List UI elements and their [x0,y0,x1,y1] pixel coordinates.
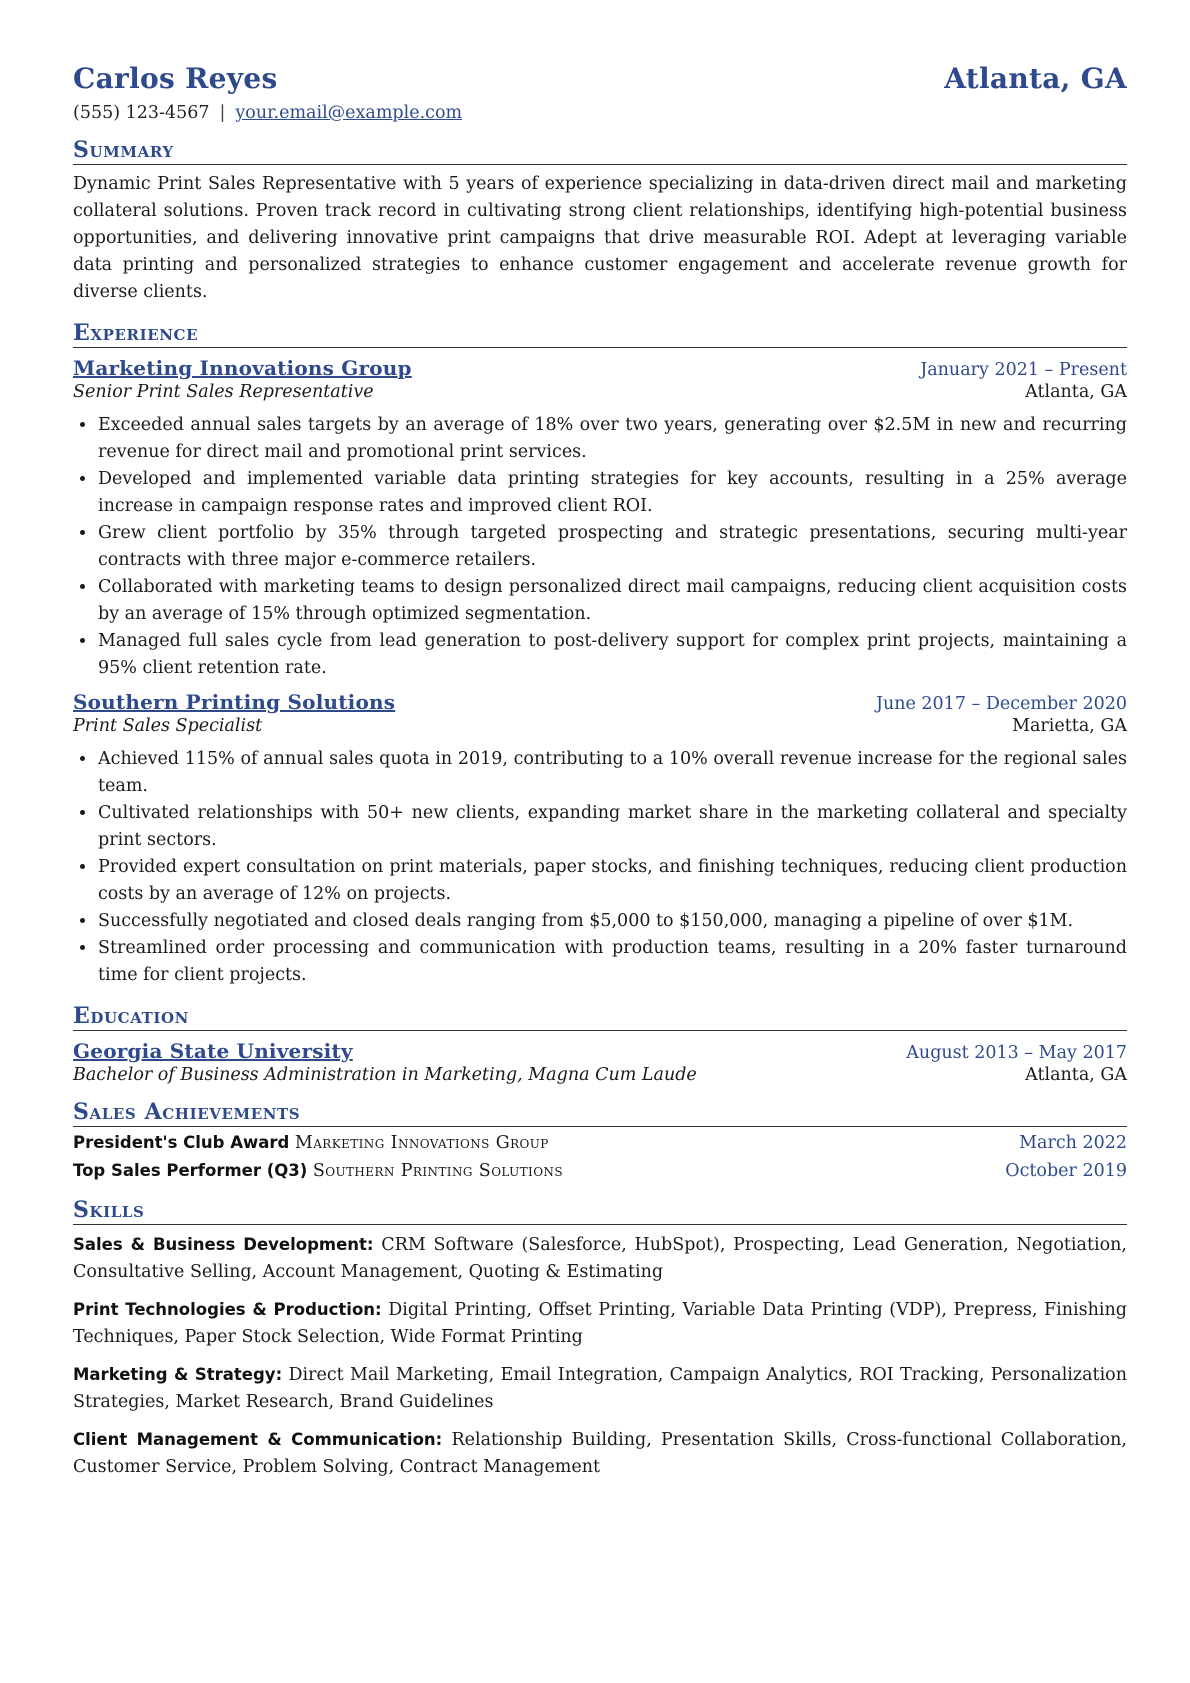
bullet-item: • Successfully negotiated and closed deals ranging from $5,000 to $150,000, managing a pipeline of over $1M. [97,908,1127,935]
skill-items: Direct Mail Marketing, Email Integration, Campaign Analytics, ROI Tracking, Personalization Strategies, Market Research, Brand Guidelines [73,1365,1127,1412]
bullet-item: • Streamlined order processing and communication with production teams, resulting in a 20% faster turnaround time for client projects. [97,935,1127,989]
achievement-org: Southern Printing Solutions [312,1161,563,1181]
section-title-experience: Experience [73,320,1127,348]
skill-category: Print Technologies & Production: [73,1300,382,1319]
skill-category: Marketing & Strategy: [73,1365,283,1384]
skill-group [73,1426,1127,1481]
resume-header [73,62,1127,95]
bullet-item: • Achieved 115% of annual sales quota in 2019, contributing to a 10% overall revenue increase for the regional sales team. [97,746,1127,800]
bullet-item: • Managed full sales cycle from lead generation to post-delivery support for complex print projects, maintaining a 95% client retention rate. [97,628,1127,682]
achievement-item [73,1131,1127,1155]
degree: Bachelor of Business Administration in Marketing, Magna Cum Laude [73,1065,697,1085]
bullet-item: • Exceeded annual sales targets by an average of 18% over two years, generating over $2.5M in new and recurring revenue for direct mail and promotional print services. [97,412,1127,466]
job-entry [73,690,1127,989]
job-bullets [73,746,1127,989]
education-location: Atlanta, GA [1025,1065,1127,1085]
job-role: Senior Print Sales Representative [73,382,374,402]
achievement-date: October 2019 [1005,1161,1127,1181]
candidate-location: Atlanta, GA [944,62,1127,95]
job-entry [73,356,1127,682]
skill-group [73,1361,1127,1416]
skill-group [73,1296,1127,1351]
skill-group [73,1231,1127,1286]
company-link[interactable]: Marketing Innovations Group [73,356,412,380]
job-location: Atlanta, GA [1025,382,1127,402]
skill-items: Relationship Building, Presentation Skills, Cross-functional Collaboration, Customer Service, Problem Solving, Contract Management [73,1430,1127,1477]
bullet-item: • Grew client portfolio by 35% through targeted prospecting and strategic presentations, securing multi-year contracts with three major e-commerce retailers. [97,520,1127,574]
achievement-org: Marketing Innovations Group [294,1133,549,1153]
skill-items: Digital Printing, Offset Printing, Variable Data Printing (VDP), Prepress, Finishing Techniques, Paper Stock Selection, Wide Format Printing [73,1300,1127,1347]
job-location: Marietta, GA [1012,716,1127,736]
email-link[interactable]: your.email@example.com [235,103,463,123]
job-dates: June 2017 – December 2020 [875,694,1127,714]
bullet-item: • Cultivated relationships with 50+ new clients, expanding market share in the marketing collateral and specialty print sectors. [97,800,1127,854]
contact-separator: | [219,103,226,123]
company-link[interactable]: Southern Printing Solutions [73,690,396,714]
achievement-award: Top Sales Performer (Q3) [73,1161,308,1180]
bullet-item: • Developed and implemented variable data printing strategies for key accounts, resulting in a 25% average increase in campaign response rates and improved client ROI. [97,466,1127,520]
summary-text: Dynamic Print Sales Representative with 5 years of experience specializing in data-driven direct mail and marketing collateral solutions. Proven track record in cultivating strong client relationships, identifying high-potential business opportunities, and delivering innovative print campaigns that drive measurable ROI. Adept at leveraging variable data printing and personalized strategies to enhance customer engagement and accelerate revenue growth for diverse clients. [73,174,1127,302]
job-bullets [73,412,1127,682]
section-title-achievements: Sales Achievements [73,1099,1127,1127]
section-title-skills: Skills [73,1197,1127,1225]
achievement-award: President's Club Award [73,1133,290,1152]
achievement-date: March 2022 [1019,1133,1127,1153]
skill-category: Sales & Business Development: [73,1235,374,1254]
phone-number: (555) 123-4567 [73,103,210,123]
skills-list [73,1231,1127,1481]
bullet-item: • Provided expert consultation on print materials, paper stocks, and finishing techniques, reducing client production costs by an average of 12% on projects. [97,854,1127,908]
school-link[interactable]: Georgia State University [73,1039,353,1063]
section-title-summary: Summary [73,137,1127,165]
contact-line [73,103,1127,123]
job-role: Print Sales Specialist [73,716,263,736]
skill-category: Client Management & Communication: [73,1430,443,1449]
section-title-education: Education [73,1003,1127,1031]
achievement-item [73,1159,1127,1183]
skill-items: CRM Software (Salesforce, HubSpot), Prospecting, Lead Generation, Negotiation, Consultative Selling, Account Management, Quoting & Estimating [73,1235,1127,1282]
candidate-name: Carlos Reyes [73,62,278,95]
education-dates: August 2013 – May 2017 [906,1043,1127,1063]
education-entry [73,1039,1127,1085]
job-dates: January 2021 – Present [920,360,1127,380]
bullet-item: • Collaborated with marketing teams to design personalized direct mail campaigns, reducing client acquisition costs by an average of 15% through optimized segmentation. [97,574,1127,628]
